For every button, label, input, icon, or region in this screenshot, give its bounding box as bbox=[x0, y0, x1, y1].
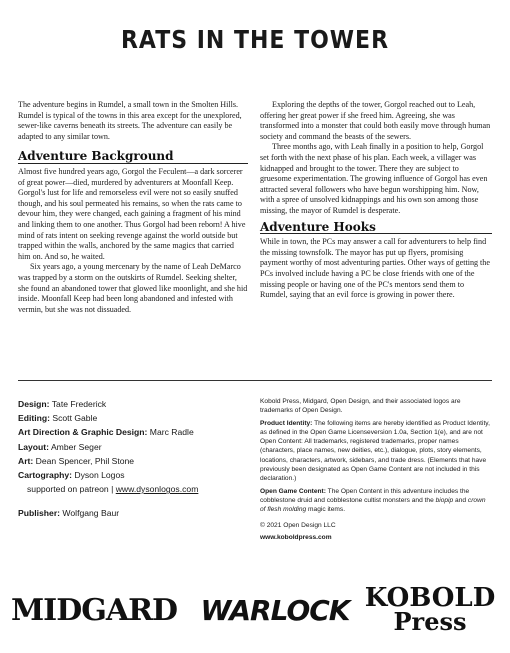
kobold-press-logo bbox=[364, 583, 496, 636]
kobold-logo-line2: Press bbox=[393, 607, 467, 636]
credit-editing: Editing: Scott Gable bbox=[18, 413, 98, 424]
page-title: RATS IN THE TOWER bbox=[120, 26, 390, 55]
legal-block bbox=[260, 397, 492, 545]
website-link[interactable]: www.koboldpress.com bbox=[260, 533, 332, 541]
background-paragraph-3: Exploring the depths of the tower, Gorgol reached out to Leah, offering her great power if she freed him. Agreeing, she was transformed into a monster that could both easily move through human society and command the beasts of the sewers. bbox=[260, 100, 491, 141]
background-paragraph-2: Six years ago, a young mercenary by the name of Leah DeMarco was trapped by a storm on the outskirts of Rumdel. Seeking shelter, she found an abandoned tower that glowed like moonlight, and she hid inside. Moonfall Keep had been long abandoned and infested with vermin, but she was not dissuaded. bbox=[18, 262, 248, 314]
hooks-heading: Adventure Hooks bbox=[260, 222, 492, 235]
kobold-logo-line1: KOBOLD bbox=[364, 583, 496, 613]
credit-layout: Layout: Amber Seger bbox=[18, 441, 102, 452]
intro-paragraph: The adventure begins in Rumdel, a small town in the Smolten Hills. Rumdel is typical of the towns in this area except for the unexplored, sewer-like caverns beneath its streets. The adventure can easily be adapted to any similar town. bbox=[18, 100, 242, 141]
product-identity-notice: Product Identity: The following items are hereby identified as Product Identity, as defined in the Open Game Licenseversion 1.0a, Section 1(e), and are not Open Content: All trademarks, registered trademarks, proper names (characters, place names, new deities, etc.), dialogue, plots, story elements, locations, characters, artwork, sidebars, and trade dress. (Elements that have previously been designated as Open Game Content are not included in this declaration.) bbox=[260, 419, 490, 483]
copyright-notice: © 2021 Open Design LLC bbox=[260, 521, 336, 529]
background-paragraph-1: Almost five hundred years ago, Gorgol the Feculent—a dark sorcerer of great power—died, murdered by adventurers at Moonfall Keep. Gorgol's lust for life and remorseless evil were not so easily snuffed though, and his soul permeated his remains, so when the rats came to devour him, they were changed, each gaining a fragment of his mind and linking them to one another. Thus Gorgol had been reborn! A hive mind of rats intent on seeking revenge against the world outside but trapped within the walls, anchored by the same magics that carried him on. And so, he waited. bbox=[18, 166, 246, 261]
dysonlogos-link[interactable]: www.dysonlogos.com bbox=[115, 484, 199, 495]
midgard-logo: MIDGARD bbox=[10, 592, 178, 628]
warlock-logo: WARLOCK bbox=[200, 593, 350, 627]
credit-art-direction: Art Direction & Graphic Design: Marc Radle bbox=[18, 427, 194, 438]
section-divider bbox=[18, 380, 492, 381]
background-heading: Adventure Background bbox=[18, 151, 248, 164]
credit-design: Design: Tate Frederick bbox=[18, 399, 107, 409]
background-paragraph-4: Three months ago, with Leah finally in a position to help, Gorgol set forth with the next phase of his plan. Each week, a villager was kidnapped and brought to the tower. There they are subject to gruesome experimentation. The growing influence of Gorgol has even attracted several followers who have begun worshipping him. Now, with a spree of unsolved kidnappings and his own son among those missing, the mayor of Rumdel is desperate. bbox=[260, 142, 488, 215]
credit-publisher: Publisher: Wolfgang Baur bbox=[18, 508, 120, 519]
right-column bbox=[260, 100, 492, 301]
open-game-content-notice: Open Game Content: The Open Content in this adventure includes the cobblestone druid and cobblestone cultist monsters and the biopip and crown of flesh molding magic items. bbox=[260, 487, 486, 514]
credit-cartography: Cartography: Dyson Logos bbox=[18, 470, 125, 481]
credits-block bbox=[18, 397, 248, 521]
credit-art: Art: Dean Spencer, Phil Stone bbox=[18, 455, 135, 466]
patreon-line: supported on patreon | www.dysonlogos.com bbox=[27, 484, 199, 495]
hooks-paragraph: While in town, the PCs may answer a call for adventurers to help find the missing townsfolk. The mayor has put up flyers, promising payment worthy of most adventuring parties. Other ways of getting the PCs involved include having a PC be close friends with one of the missing people or having one of the PC's mentors send them to Rumdel, saying that an evil force is growing in power there. bbox=[260, 237, 490, 300]
left-column bbox=[18, 100, 248, 315]
trademark-notice: Kobold Press, Midgard, Open Design, and their associated logos are trademarks of Open Design. bbox=[260, 398, 461, 415]
